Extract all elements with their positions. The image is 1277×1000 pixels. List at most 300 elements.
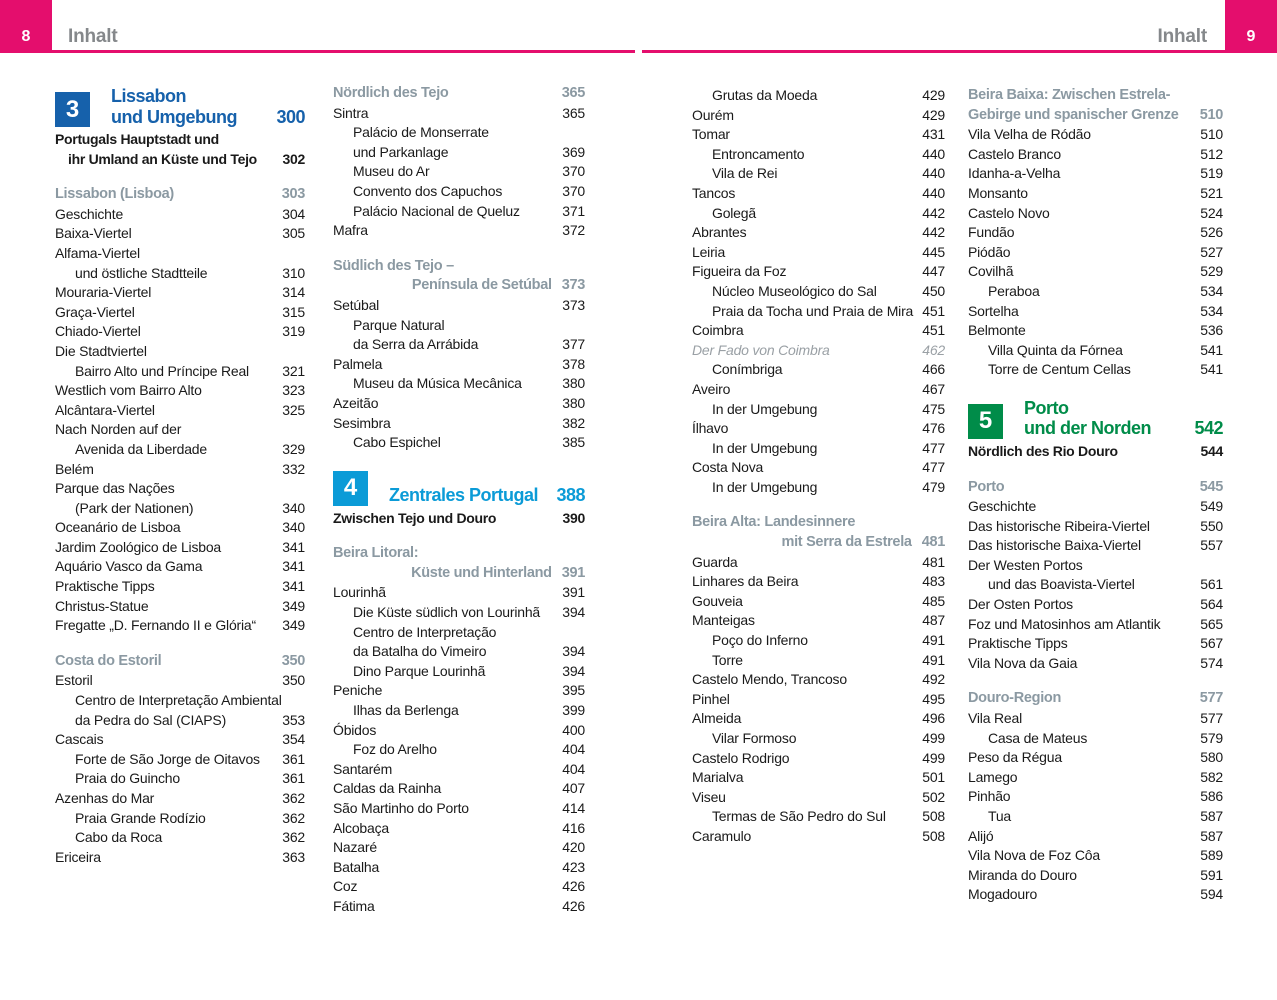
toc-section-heading-line (55, 652, 305, 672)
toc-section-heading-line (968, 478, 1223, 498)
toc-entry (968, 575, 1223, 595)
chapter-title (1024, 398, 1223, 439)
toc-entry-label: Castelo Rodrigo (692, 749, 790, 766)
toc-entry-page: 529 (1200, 263, 1223, 280)
toc-entry-label: In der Umgebung (712, 439, 818, 456)
toc-entry-page: 340 (282, 499, 305, 516)
toc-entry-label: da Serra da Arrábida (353, 336, 479, 353)
toc-entry-page: 587 (1200, 827, 1223, 844)
toc-section-heading-page: 510 (1199, 106, 1223, 123)
toc-entry-label: Christus-Statue (55, 597, 149, 614)
toc-entry-label: Vila Velha de Ródão (968, 126, 1091, 143)
toc-entry-page: 561 (1200, 576, 1223, 593)
toc-entry-label: Mouraria-Viertel (55, 284, 152, 301)
toc-entry-page: 567 (1200, 635, 1223, 652)
chapter-title-text: Lissabon (111, 86, 187, 106)
toc-entry (55, 848, 305, 868)
toc-entry-page: 414 (562, 800, 585, 816)
toc-entry (968, 885, 1223, 905)
toc-entry (968, 125, 1223, 145)
toc-entry-label: Foz und Matosinhos am Atlantik (968, 615, 1161, 632)
toc-entry-label: Peniche (333, 682, 383, 699)
toc-entry-page: 485 (922, 592, 945, 609)
toc-entry-label: Entroncamento (712, 145, 805, 162)
toc-entry-page: 380 (562, 394, 585, 411)
chapter-header (333, 471, 585, 506)
toc-entry-label: Piódão (968, 243, 1011, 260)
toc-entry-label: Ourém (692, 106, 734, 123)
toc-entry (55, 769, 305, 789)
page-number-left: 8 (21, 28, 31, 45)
toc-section-heading-line (968, 106, 1223, 126)
toc-entry (55, 244, 305, 264)
toc-entry-label: Vila Real (968, 710, 1022, 727)
toc-entry (692, 592, 945, 612)
toc-entry-label: Die Küste südlich von Lourinhã (353, 604, 541, 621)
toc-entry-page: 574 (1200, 654, 1223, 671)
toc-entry-page: 521 (1200, 184, 1223, 201)
toc-entry-label: Monsanto (968, 184, 1028, 201)
toc-entry (692, 125, 945, 145)
toc-entry-label: Tua (988, 808, 1012, 824)
toc-section-heading-line (333, 257, 585, 277)
toc-entry-label: Castelo Mendo, Trancoso (692, 671, 847, 688)
toc-section-heading (333, 257, 585, 296)
toc-entry-label: Caramulo (692, 827, 752, 844)
toc-entry (55, 828, 305, 848)
toc-entry-page: 495 (922, 690, 945, 707)
toc-entry (55, 342, 305, 362)
toc-entry-label: Der Osten Portos (968, 596, 1073, 613)
toc-entry-page: 363 (282, 848, 305, 865)
chapter-number: 3 (65, 95, 80, 123)
chapter-title-text: und der Norden (1024, 418, 1151, 439)
toc-entry-page: 557 (1200, 537, 1223, 554)
chapter-title-line (1024, 398, 1223, 419)
toc-entry-label: Sintra (333, 104, 369, 121)
toc-section-heading-page: 350 (281, 652, 305, 669)
toc-entry (333, 316, 585, 336)
toc-entry-label: Dino Parque Lourinhã (353, 662, 486, 679)
toc-entry-label: Guarda (692, 553, 738, 570)
running-head-right: Inhalt (1157, 26, 1207, 47)
toc-section-heading-text: Südlich des Tejo – (333, 257, 454, 274)
toc-entry-page: 579 (1200, 729, 1223, 746)
toc-entry (55, 420, 305, 440)
toc-entry (333, 681, 585, 701)
toc-entry (333, 877, 585, 897)
toc-entry-label: Pinhel (692, 690, 730, 707)
toc-entry-label: da Pedra do Sal (CIAPS) (75, 711, 227, 728)
toc-entry (692, 106, 945, 126)
toc-entry (968, 204, 1223, 224)
chapter-title-page: 300 (276, 106, 305, 127)
toc-entry-label: Geschichte (55, 205, 124, 222)
chapter-subtitle (333, 509, 585, 529)
toc-entry (692, 768, 945, 788)
toc-entry (692, 223, 945, 243)
chapter-number-badge (968, 404, 1003, 439)
toc-entry-page: 426 (562, 897, 585, 914)
toc-entry-label: Parque das Nações (55, 480, 175, 497)
toc-section-heading-line (692, 513, 945, 533)
header-rule-right (642, 50, 1277, 53)
chapter-number: 5 (978, 407, 993, 435)
toc-entry-page: 499 (922, 730, 945, 746)
toc-entry (968, 321, 1223, 341)
toc-entry-label: Castelo Novo (968, 204, 1050, 221)
toc-entry-page: 487 (922, 612, 945, 629)
toc-entry-label: Centro de Interpretação (353, 623, 497, 640)
toc-entry (333, 182, 585, 202)
chapter-subtitle-text: Portugals Hauptstadt und (55, 131, 219, 147)
toc-entry-label: Praktische Tipps (968, 635, 1068, 652)
toc-entry (968, 223, 1223, 243)
toc-entry (55, 671, 305, 691)
toc-entry-label: Graça-Viertel (55, 303, 135, 320)
toc-entry-label: Estoril (55, 672, 93, 689)
chapter-title (111, 86, 305, 127)
toc-entry-page: 550 (1200, 517, 1223, 534)
toc-entry (333, 701, 585, 721)
toc-entry-page: 404 (562, 760, 585, 777)
toc-entry-page: 445 (922, 243, 945, 260)
toc-entry (333, 104, 585, 124)
toc-entry (55, 809, 305, 829)
toc-section-heading (333, 544, 585, 583)
toc-entry (968, 615, 1223, 635)
chapter-number: 4 (343, 474, 358, 502)
toc-entry-page: 591 (1200, 866, 1223, 883)
toc-entry (692, 400, 945, 420)
toc-entry (968, 243, 1223, 263)
toc-entry (333, 740, 585, 760)
toc-entry (692, 243, 945, 263)
toc-entry (333, 162, 585, 182)
toc-entry (968, 517, 1223, 537)
toc-entry-page: 447 (922, 263, 945, 280)
toc-entry-page: 329 (282, 440, 305, 457)
toc-entry-label: Termas de São Pedro do Sul (712, 808, 886, 825)
chapter-subtitle (55, 130, 305, 169)
toc-entry-page: 341 (282, 558, 305, 575)
toc-entry-page: 589 (1200, 847, 1223, 864)
toc-column-2 (333, 84, 585, 917)
toc-entry-page: 577 (1200, 710, 1223, 727)
toc-entry-label: Cabo Espichel (353, 434, 441, 451)
toc-entry-page: 305 (282, 225, 305, 242)
toc-entry-label: Grutas da Moeda (712, 87, 818, 103)
toc-entry-page: 304 (282, 205, 305, 222)
toc-entry-label: Der Westen Portos (968, 556, 1083, 573)
toc-entry-label: Óbidos (333, 721, 377, 738)
toc-entry (333, 819, 585, 839)
chapter-title-text: und Umgebung (111, 106, 237, 127)
toc-entry-page: 541 (1200, 341, 1223, 358)
chapter-subtitle-line (55, 150, 305, 170)
toc-entry-page: 491 (922, 651, 945, 668)
toc-entry-page: 394 (562, 643, 585, 660)
toc-entry-page: 391 (562, 584, 585, 601)
toc-entry-page: 526 (1200, 224, 1223, 241)
toc-entry-label: Vila Nova de Foz Côa (968, 847, 1100, 864)
toc-entry (692, 302, 945, 322)
toc-entry (968, 634, 1223, 654)
toc-entry-label: Alcobaça (333, 819, 389, 836)
toc-entry-label: Lourinhã (333, 584, 386, 601)
toc-entry (692, 439, 945, 459)
toc-entry (968, 497, 1223, 517)
page-number-right: 9 (1246, 28, 1256, 45)
toc-entry-label: Fregatte „D. Fernando II e Glória“ (55, 617, 256, 634)
toc-entry (692, 572, 945, 592)
toc-entry-page: 587 (1200, 808, 1223, 824)
toc-entry-page: 508 (922, 827, 945, 844)
toc-entry-page: 477 (922, 459, 945, 476)
toc-entry-label: Marialva (692, 769, 744, 786)
toc-entry-label: Lamego (968, 768, 1018, 785)
toc-entry-page: 314 (282, 284, 305, 301)
toc-section-heading-text: Nördlich des Tejo (333, 85, 449, 101)
toc-entry (968, 145, 1223, 165)
toc-entry-page: 399 (562, 702, 585, 719)
toc-entry-label: Covilhã (968, 263, 1014, 280)
toc-entry-label: und das Boavista-Viertel (988, 576, 1135, 593)
toc-entry-label: Geschichte (968, 498, 1037, 515)
toc-column-3 (692, 86, 945, 847)
toc-entry-label: Viseu (692, 788, 726, 805)
toc-entry-page: 499 (922, 749, 945, 766)
toc-section-heading-text: Península de Setúbal (411, 277, 552, 294)
toc-entry-page: 451 (922, 302, 945, 319)
toc-entry (968, 282, 1223, 302)
chapter-number-badge (333, 471, 368, 506)
toc-entry-label: Ilhas da Berlenga (353, 702, 459, 719)
chapter-title (389, 485, 585, 506)
toc-entry (692, 670, 945, 690)
toc-entry-label: Palácio de Monserrate (353, 124, 489, 141)
chapter-subtitle-text: Nördlich des Rio Douro (968, 442, 1118, 459)
toc-entry (968, 184, 1223, 204)
toc-section-heading (333, 84, 585, 104)
toc-entry-label: und Parkanlage (353, 143, 449, 160)
toc-entry (333, 143, 585, 163)
toc-entry (55, 322, 305, 342)
toc-entry-page: 462 (922, 341, 945, 358)
toc-entry-page: 315 (282, 303, 305, 320)
chapter-title-page: 388 (556, 485, 585, 506)
toc-entry (55, 479, 305, 499)
toc-entry (55, 750, 305, 770)
toc-section-heading-page: 481 (921, 534, 945, 551)
toc-entry-label: Castelo Branco (968, 145, 1061, 162)
toc-entry (692, 788, 945, 808)
toc-entry (968, 341, 1223, 361)
toc-entry-label: Convento dos Capuchos (353, 182, 503, 199)
toc-entry-page: 431 (922, 126, 945, 143)
toc-section-heading-line (333, 276, 585, 296)
toc-entry (55, 730, 305, 750)
toc-entry-page: 534 (1200, 302, 1223, 319)
toc-entry (333, 221, 585, 241)
toc-entry (968, 787, 1223, 807)
toc-entry (55, 499, 305, 519)
toc-entry-label: Alfama-Viertel (55, 244, 140, 261)
toc-entry-label: Costa Nova (692, 459, 764, 476)
toc-entry (692, 611, 945, 631)
toc-entry-label: Tancos (692, 184, 736, 201)
toc-entry-page: 321 (282, 362, 305, 379)
toc-entry-page: 349 (282, 617, 305, 634)
toc-entry-page: 362 (282, 809, 305, 826)
chapter-subtitle-line (333, 509, 585, 529)
toc-entry-page: 371 (562, 202, 585, 219)
chapter-block (968, 398, 1223, 462)
toc-entry-page: 353 (282, 711, 305, 728)
toc-entry (692, 458, 945, 478)
toc-entry-page: 534 (1200, 282, 1223, 299)
toc-entry-page: 423 (562, 858, 585, 875)
toc-entry (55, 518, 305, 538)
toc-section-heading-line (333, 544, 585, 564)
toc-section-heading-page: 365 (561, 85, 585, 101)
toc-entry (333, 603, 585, 623)
toc-entry-label: Torre (712, 651, 743, 668)
toc-entry (333, 414, 585, 434)
chapter-subtitle (968, 442, 1223, 462)
toc-entry-label: Forte de São Jorge de Oitavos (75, 750, 260, 767)
toc-column-1 (55, 86, 305, 867)
toc-entry-label: und östliche Stadtteile (75, 264, 208, 281)
toc-entry (55, 224, 305, 244)
toc-entry-label: Poço do Inferno (712, 632, 808, 649)
toc-section-heading-text: Beira Litoral: (333, 545, 419, 562)
toc-entry-page: 319 (282, 323, 305, 340)
page-tab-left (0, 0, 52, 52)
toc-entry (55, 538, 305, 558)
toc-entry (692, 341, 945, 361)
chapter-header (55, 86, 305, 127)
toc-entry-label: In der Umgebung (712, 400, 818, 417)
toc-entry-page: 501 (922, 769, 945, 786)
toc-entry (55, 205, 305, 225)
toc-entry-label: Mafra (333, 222, 368, 239)
toc-entry-label: Linhares da Beira (692, 573, 799, 590)
toc-entry-label: Cascais (55, 731, 104, 748)
toc-entry-label: Vila de Rei (712, 165, 778, 182)
toc-entry-page: 549 (1200, 498, 1223, 515)
toc-entry-label: Peso da Régua (968, 749, 1062, 766)
toc-entry-label: Sesimbra (333, 414, 391, 431)
toc-entry (692, 282, 945, 302)
toc-entry (333, 583, 585, 603)
toc-entry (968, 729, 1223, 749)
toc-section-heading-page: 303 (281, 186, 305, 203)
toc-entry (692, 380, 945, 400)
toc-entry-label: Tomar (692, 126, 730, 143)
toc-entry-label: Leiria (692, 243, 726, 260)
toc-entry-page: 467 (922, 380, 945, 397)
toc-entry-label: Avenida da Liberdade (75, 440, 207, 457)
toc-entry-label: Der Fado von Coimbra (692, 341, 830, 358)
toc-entry-label: Belmonte (968, 322, 1026, 339)
toc-entry-label: Manteigas (692, 612, 755, 629)
toc-section-heading (968, 86, 1223, 125)
toc-entry (968, 262, 1223, 282)
chapter-subtitle-page: 390 (562, 509, 585, 526)
toc-entry-page: 369 (562, 143, 585, 160)
toc-entry-label: Coz (333, 878, 358, 895)
toc-entry (333, 779, 585, 799)
toc-section-heading-page: 545 (1199, 478, 1223, 495)
toc-entry (55, 401, 305, 421)
toc-entry-label: Pinhão (968, 788, 1011, 805)
toc-entry-page: 325 (282, 401, 305, 418)
toc-column-4 (968, 86, 1223, 905)
toc-entry-page: 440 (922, 184, 945, 201)
toc-entry (692, 729, 945, 749)
toc-entry-page: 429 (922, 87, 945, 103)
toc-entry-label: Praia Grande Rodízio (75, 809, 206, 826)
toc-entry-label: Coimbra (692, 322, 744, 339)
toc-section-heading-text: Beira Baixa: Zwischen Estrela- (968, 87, 1171, 103)
toc-entry-label: Mogadouro (968, 886, 1038, 903)
toc-entry-label: Bairro Alto und Príncipe Real (75, 362, 249, 379)
toc-entry (692, 827, 945, 847)
toc-entry-page: 491 (922, 632, 945, 649)
toc-entry-label: Azenhas do Mar (55, 790, 155, 806)
toc-section-heading-text: Beira Alta: Landesinnere (692, 514, 856, 531)
toc-entry-page: 362 (282, 790, 305, 806)
toc-entry-label: Golegã (712, 204, 756, 221)
toc-entry-label: Museu da Música Mecânica (353, 375, 522, 392)
toc-entry-page: 492 (922, 671, 945, 688)
toc-entry-page: 429 (922, 106, 945, 123)
toc-entry (55, 440, 305, 460)
header-rule-left (0, 50, 635, 53)
toc-entry-label: Fundão (968, 224, 1015, 241)
toc-entry-page: 323 (282, 382, 305, 399)
toc-entry-page: 350 (282, 672, 305, 689)
toc-entry (968, 360, 1223, 380)
toc-entry-page: 370 (562, 163, 585, 180)
chapter-number-badge (55, 92, 90, 127)
toc-section-heading (968, 689, 1223, 709)
toc-entry (692, 690, 945, 710)
toc-entry-label: Azeitão (333, 394, 379, 411)
toc-entry (968, 768, 1223, 788)
toc-entry-label: Alcântara-Viertel (55, 401, 155, 418)
toc-entry-page: 372 (562, 222, 585, 239)
toc-entry-label: Batalha (333, 858, 380, 875)
toc-entry-label: Praia da Tocha und Praia de Mira (712, 302, 914, 319)
toc-entry (692, 709, 945, 729)
toc-section-heading (968, 478, 1223, 498)
chapter-block (333, 471, 585, 529)
toc-entry-label: Alijó (968, 827, 994, 844)
toc-entry-page: 524 (1200, 204, 1223, 221)
toc-entry (692, 419, 945, 439)
toc-entry-page: 536 (1200, 322, 1223, 339)
toc-entry (55, 616, 305, 636)
chapter-title-line (111, 107, 305, 128)
toc-entry-page: 361 (282, 770, 305, 787)
toc-entry (968, 164, 1223, 184)
toc-entry (333, 433, 585, 453)
chapter-title-text: Porto (1024, 397, 1069, 418)
toc-entry-page: 479 (922, 478, 945, 495)
toc-entry-page: 502 (922, 788, 945, 805)
